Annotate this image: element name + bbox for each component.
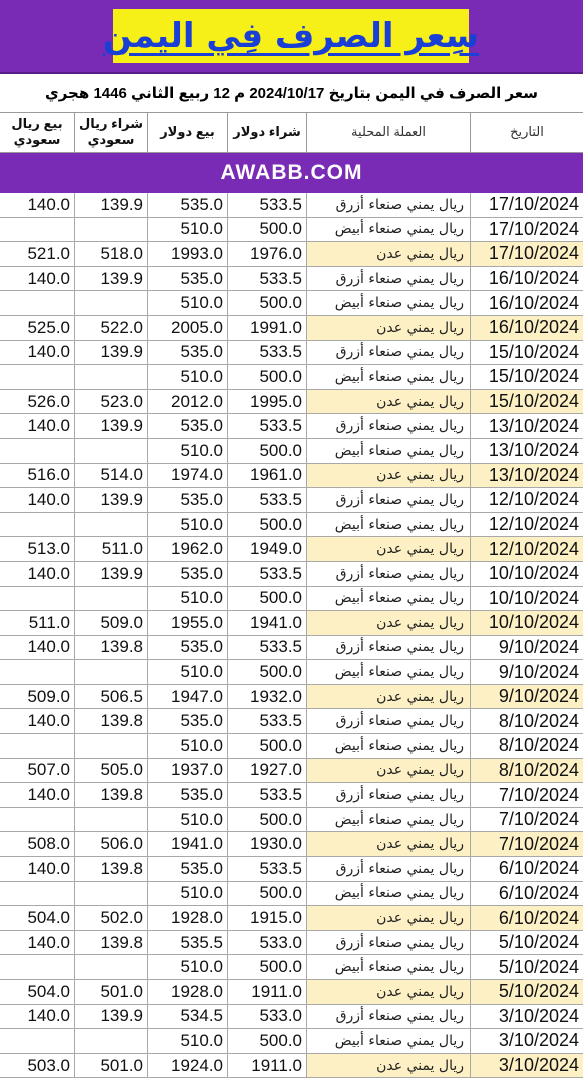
- header-sar-buy: شراء ريال سعودي: [75, 112, 148, 152]
- cell-usd-sell: 510.0: [148, 513, 228, 537]
- cell-sar-sell: [0, 808, 75, 832]
- table-row: [0, 611, 583, 636]
- cell-currency: ريال يمني عدن: [307, 685, 471, 709]
- cell-date: 10/10/2024: [471, 611, 583, 635]
- cell-date: 16/10/2024: [488, 292, 579, 313]
- cell-currency: ريال يمني صنعاء أزرق: [307, 857, 471, 881]
- table-row: [0, 488, 583, 513]
- cell-date: 5/10/2024: [471, 980, 583, 1004]
- cell-usd-sell: 535.0: [148, 857, 228, 881]
- cell-sar-sell: [0, 1029, 75, 1053]
- cell-currency: ريال يمني صنعاء أبيض: [307, 218, 471, 242]
- cell-sar-sell: [0, 734, 75, 758]
- cell-sar-buy: 139.9: [75, 193, 148, 217]
- cell-sar-buy: 139.9: [75, 267, 148, 291]
- cell-currency: ريال يمني صنعاء أبيض: [307, 1029, 471, 1053]
- table-row: [0, 685, 583, 710]
- cell-usd-sell: 1993.0: [148, 242, 228, 266]
- cell-sar-sell: 503.0: [0, 1054, 75, 1078]
- cell-currency: ريال يمني صنعاء أزرق: [307, 783, 471, 807]
- cell-date: 12/10/2024: [488, 514, 579, 535]
- cell-date: 13/10/2024: [488, 415, 579, 436]
- cell-usd-buy: 500.0: [228, 291, 307, 315]
- cell-date: 16/10/2024: [488, 268, 579, 289]
- cell-usd-sell: 534.5: [148, 1005, 228, 1029]
- cell-usd-sell: 535.0: [148, 783, 228, 807]
- cell-date: 12/10/2024: [488, 489, 579, 510]
- cell-sar-buy: [75, 1029, 148, 1053]
- cell-usd-buy: 500.0: [228, 734, 307, 758]
- cell-usd-buy: 1949.0: [228, 537, 307, 561]
- cell-sar-sell: [0, 660, 75, 684]
- table-row: [0, 439, 583, 464]
- cell-usd-buy: 533.5: [228, 341, 307, 365]
- cell-date: 3/10/2024: [498, 1030, 579, 1051]
- table-row: [0, 537, 583, 562]
- cell-date: 8/10/2024: [498, 710, 579, 731]
- cell-usd-sell: 535.0: [148, 709, 228, 733]
- header-date: التاريخ: [510, 124, 544, 139]
- table-row: [0, 1029, 583, 1054]
- cell-usd-sell: 510.0: [148, 365, 228, 389]
- cell-sar-sell: 504.0: [0, 906, 75, 930]
- cell-currency: ريال يمني صنعاء أبيض: [307, 882, 471, 906]
- cell-sar-sell: 508.0: [0, 832, 75, 856]
- cell-sar-sell: 140.0: [0, 931, 75, 955]
- cell-usd-sell: 1937.0: [148, 759, 228, 783]
- cell-usd-buy: 533.0: [228, 931, 307, 955]
- cell-usd-buy: 533.5: [228, 857, 307, 881]
- cell-sar-buy: 514.0: [75, 464, 148, 488]
- cell-usd-sell: 535.0: [148, 193, 228, 217]
- cell-usd-sell: 535.0: [148, 636, 228, 660]
- cell-usd-sell: 510.0: [148, 1029, 228, 1053]
- cell-usd-buy: 500.0: [228, 513, 307, 537]
- cell-usd-buy: 500.0: [228, 808, 307, 832]
- table-row: [0, 980, 583, 1005]
- cell-sar-buy: [75, 513, 148, 537]
- cell-sar-buy: [75, 808, 148, 832]
- cell-date: 17/10/2024: [488, 194, 579, 215]
- cell-currency: ريال يمني عدن: [307, 1054, 471, 1078]
- cell-sar-buy: [75, 955, 148, 979]
- cell-sar-buy: 506.0: [75, 832, 148, 856]
- cell-sar-sell: 140.0: [0, 1005, 75, 1029]
- cell-sar-buy: [75, 587, 148, 611]
- table-body: [0, 193, 583, 1078]
- cell-usd-sell: 535.0: [148, 341, 228, 365]
- table-row: [0, 193, 583, 218]
- table-row: [0, 636, 583, 661]
- cell-currency: ريال يمني صنعاء أزرق: [307, 562, 471, 586]
- cell-sar-buy: 522.0: [75, 316, 148, 340]
- cell-date: 13/10/2024: [471, 464, 583, 488]
- cell-usd-sell: 535.0: [148, 488, 228, 512]
- cell-usd-sell: 510.0: [148, 587, 228, 611]
- cell-sar-buy: 139.9: [75, 341, 148, 365]
- cell-currency: ريال يمني عدن: [307, 759, 471, 783]
- cell-usd-sell: 535.5: [148, 931, 228, 955]
- cell-sar-buy: 505.0: [75, 759, 148, 783]
- cell-sar-buy: [75, 439, 148, 463]
- table-row: [0, 414, 583, 439]
- cell-sar-buy: 139.9: [75, 562, 148, 586]
- table-row: [0, 783, 583, 808]
- table-row: [0, 390, 583, 415]
- cell-sar-buy: 518.0: [75, 242, 148, 266]
- table-row: [0, 709, 583, 734]
- cell-usd-buy: 500.0: [228, 218, 307, 242]
- cell-sar-buy: 139.8: [75, 857, 148, 881]
- table-row: [0, 660, 583, 685]
- cell-sar-sell: 140.0: [0, 341, 75, 365]
- cell-currency: ريال يمني صنعاء أبيض: [307, 808, 471, 832]
- table-row: [0, 242, 583, 267]
- cell-date: 5/10/2024: [498, 956, 579, 977]
- cell-usd-sell: 1962.0: [148, 537, 228, 561]
- cell-usd-buy: 500.0: [228, 1029, 307, 1053]
- cell-date: 17/10/2024: [488, 218, 579, 239]
- cell-usd-sell: 510.0: [148, 291, 228, 315]
- cell-date: 16/10/2024: [471, 316, 583, 340]
- cell-usd-buy: 1976.0: [228, 242, 307, 266]
- cell-sar-sell: [0, 218, 75, 242]
- cell-sar-buy: [75, 365, 148, 389]
- cell-usd-buy: 1941.0: [228, 611, 307, 635]
- cell-sar-sell: 140.0: [0, 783, 75, 807]
- cell-currency: ريال يمني صنعاء أزرق: [307, 341, 471, 365]
- cell-date: 10/10/2024: [488, 563, 579, 584]
- cell-sar-sell: [0, 439, 75, 463]
- cell-sar-sell: [0, 587, 75, 611]
- cell-sar-buy: 506.5: [75, 685, 148, 709]
- table-row: [0, 734, 583, 759]
- cell-date: 8/10/2024: [471, 759, 583, 783]
- cell-sar-sell: 513.0: [0, 537, 75, 561]
- cell-usd-buy: 533.5: [228, 562, 307, 586]
- cell-sar-sell: [0, 513, 75, 537]
- cell-usd-sell: 1928.0: [148, 906, 228, 930]
- cell-currency: ريال يمني عدن: [307, 906, 471, 930]
- cell-usd-sell: 510.0: [148, 955, 228, 979]
- title-banner: [0, 0, 583, 74]
- cell-usd-buy: 1930.0: [228, 832, 307, 856]
- cell-usd-buy: 1911.0: [228, 1054, 307, 1078]
- cell-sar-sell: 140.0: [0, 414, 75, 438]
- cell-sar-sell: 140.0: [0, 709, 75, 733]
- cell-currency: ريال يمني صنعاء أبيض: [307, 291, 471, 315]
- cell-sar-sell: 525.0: [0, 316, 75, 340]
- cell-usd-sell: 535.0: [148, 414, 228, 438]
- cell-currency: ريال يمني صنعاء أزرق: [307, 488, 471, 512]
- cell-sar-buy: 139.8: [75, 931, 148, 955]
- cell-currency: ريال يمني عدن: [307, 390, 471, 414]
- cell-sar-buy: [75, 734, 148, 758]
- cell-sar-buy: 501.0: [75, 980, 148, 1004]
- cell-sar-sell: 140.0: [0, 267, 75, 291]
- cell-sar-buy: 139.9: [75, 1005, 148, 1029]
- cell-sar-sell: [0, 955, 75, 979]
- table-row: [0, 316, 583, 341]
- cell-sar-sell: 526.0: [0, 390, 75, 414]
- cell-currency: ريال يمني عدن: [307, 464, 471, 488]
- table-row: [0, 341, 583, 366]
- cell-usd-buy: 1915.0: [228, 906, 307, 930]
- table-row: [0, 218, 583, 243]
- cell-currency: ريال يمني صنعاء أبيض: [307, 513, 471, 537]
- cell-usd-buy: 500.0: [228, 660, 307, 684]
- cell-sar-buy: 523.0: [75, 390, 148, 414]
- cell-usd-buy: 1991.0: [228, 316, 307, 340]
- cell-sar-sell: 509.0: [0, 685, 75, 709]
- table-row: [0, 931, 583, 956]
- table-row: [0, 808, 583, 833]
- cell-date: 3/10/2024: [471, 1054, 583, 1078]
- table-row: [0, 955, 583, 980]
- cell-usd-buy: 533.5: [228, 636, 307, 660]
- cell-date: 6/10/2024: [498, 858, 579, 879]
- header-currency: العملة المحلية: [307, 112, 471, 152]
- title-box: [102, 9, 480, 63]
- cell-usd-buy: 500.0: [228, 955, 307, 979]
- cell-sar-buy: [75, 218, 148, 242]
- cell-usd-sell: 510.0: [148, 439, 228, 463]
- cell-sar-sell: [0, 291, 75, 315]
- cell-sar-buy: [75, 882, 148, 906]
- table-row: [0, 464, 583, 489]
- cell-currency: ريال يمني عدن: [307, 832, 471, 856]
- cell-date: 7/10/2024: [471, 832, 583, 856]
- cell-date: 15/10/2024: [471, 390, 583, 414]
- cell-sar-sell: 140.0: [0, 636, 75, 660]
- cell-usd-sell: 2012.0: [148, 390, 228, 414]
- cell-sar-buy: 509.0: [75, 611, 148, 635]
- header-usd-buy: شراء دولار: [228, 112, 307, 152]
- cell-usd-buy: 533.5: [228, 267, 307, 291]
- cell-usd-buy: 533.5: [228, 783, 307, 807]
- cell-sar-sell: 507.0: [0, 759, 75, 783]
- table-row: [0, 882, 583, 907]
- cell-usd-sell: 2005.0: [148, 316, 228, 340]
- cell-date: 10/10/2024: [488, 587, 579, 608]
- cell-sar-buy: [75, 660, 148, 684]
- cell-currency: ريال يمني عدن: [307, 537, 471, 561]
- cell-date: 15/10/2024: [488, 341, 579, 362]
- cell-date: 6/10/2024: [471, 906, 583, 930]
- cell-usd-sell: 1928.0: [148, 980, 228, 1004]
- header-sar-sell: بيع ريال سعودي: [0, 112, 75, 152]
- table-row: [0, 587, 583, 612]
- cell-currency: ريال يمني صنعاء أزرق: [307, 414, 471, 438]
- cell-usd-sell: 1924.0: [148, 1054, 228, 1078]
- cell-sar-sell: [0, 365, 75, 389]
- cell-date: 6/10/2024: [498, 882, 579, 903]
- cell-date: 3/10/2024: [498, 1005, 579, 1026]
- cell-currency: ريال يمني عدن: [307, 611, 471, 635]
- cell-currency: ريال يمني صنعاء أزرق: [307, 267, 471, 291]
- cell-date: 9/10/2024: [471, 685, 583, 709]
- cell-currency: ريال يمني عدن: [307, 242, 471, 266]
- table-row: [0, 513, 583, 538]
- cell-sar-sell: 140.0: [0, 562, 75, 586]
- cell-date: 12/10/2024: [471, 537, 583, 561]
- cell-usd-buy: 500.0: [228, 587, 307, 611]
- table-row: [0, 832, 583, 857]
- cell-sar-sell: 140.0: [0, 488, 75, 512]
- cell-sar-sell: 511.0: [0, 611, 75, 635]
- cell-sar-buy: 139.9: [75, 414, 148, 438]
- cell-usd-sell: 510.0: [148, 660, 228, 684]
- table-header: [0, 112, 583, 153]
- cell-sar-buy: 502.0: [75, 906, 148, 930]
- cell-currency: ريال يمني صنعاء أبيض: [307, 660, 471, 684]
- table-row: [0, 267, 583, 292]
- table-row: [0, 1005, 583, 1030]
- cell-usd-buy: 533.5: [228, 193, 307, 217]
- cell-currency: ريال يمني صنعاء أبيض: [307, 955, 471, 979]
- cell-date: 17/10/2024: [471, 242, 583, 266]
- cell-date: 15/10/2024: [488, 366, 579, 387]
- cell-usd-buy: 533.5: [228, 488, 307, 512]
- cell-usd-sell: 535.0: [148, 267, 228, 291]
- cell-date: 8/10/2024: [498, 735, 579, 756]
- cell-usd-buy: 1927.0: [228, 759, 307, 783]
- cell-currency: ريال يمني عدن: [307, 316, 471, 340]
- page-subtitle: سعر الصرف في اليمن بتاريخ 2024/10/17 م 12 ربيع الثاني 1446 هجري: [0, 74, 583, 113]
- cell-currency: ريال يمني عدن: [307, 980, 471, 1004]
- cell-usd-buy: 1932.0: [228, 685, 307, 709]
- cell-currency: ريال يمني صنعاء أزرق: [307, 709, 471, 733]
- cell-currency: ريال يمني صنعاء أزرق: [307, 193, 471, 217]
- header-usd-sell: بيع دولار: [148, 112, 228, 152]
- cell-usd-buy: 500.0: [228, 365, 307, 389]
- cell-sar-sell: 140.0: [0, 193, 75, 217]
- cell-usd-buy: 1995.0: [228, 390, 307, 414]
- page-title: سِعر الصرف فِي اليمن: [102, 16, 480, 56]
- cell-sar-sell: 521.0: [0, 242, 75, 266]
- cell-currency: ريال يمني صنعاء أبيض: [307, 439, 471, 463]
- cell-date: 7/10/2024: [498, 784, 579, 805]
- cell-usd-sell: 1974.0: [148, 464, 228, 488]
- cell-usd-sell: 510.0: [148, 734, 228, 758]
- cell-currency: ريال يمني صنعاء أزرق: [307, 931, 471, 955]
- cell-date: 5/10/2024: [498, 932, 579, 953]
- cell-usd-sell: 510.0: [148, 808, 228, 832]
- cell-usd-sell: 510.0: [148, 882, 228, 906]
- cell-sar-buy: 139.8: [75, 636, 148, 660]
- cell-currency: ريال يمني صنعاء أزرق: [307, 1005, 471, 1029]
- cell-sar-sell: [0, 882, 75, 906]
- table-row: [0, 291, 583, 316]
- cell-date: 9/10/2024: [498, 636, 579, 657]
- cell-usd-buy: 500.0: [228, 882, 307, 906]
- table-row: [0, 1054, 583, 1079]
- cell-usd-sell: 510.0: [148, 218, 228, 242]
- cell-sar-sell: 504.0: [0, 980, 75, 1004]
- cell-date: 13/10/2024: [488, 440, 579, 461]
- cell-usd-sell: 1941.0: [148, 832, 228, 856]
- cell-currency: ريال يمني صنعاء أزرق: [307, 636, 471, 660]
- cell-sar-buy: 139.8: [75, 709, 148, 733]
- table-row: [0, 857, 583, 882]
- cell-usd-buy: 533.5: [228, 414, 307, 438]
- brand-banner: AWABB.COM: [0, 153, 583, 193]
- cell-usd-sell: 1947.0: [148, 685, 228, 709]
- cell-sar-buy: 511.0: [75, 537, 148, 561]
- cell-sar-buy: 501.0: [75, 1054, 148, 1078]
- cell-date: 9/10/2024: [498, 661, 579, 682]
- table-row: [0, 759, 583, 784]
- cell-sar-sell: 516.0: [0, 464, 75, 488]
- cell-usd-sell: 1955.0: [148, 611, 228, 635]
- cell-usd-sell: 535.0: [148, 562, 228, 586]
- cell-usd-buy: 1911.0: [228, 980, 307, 1004]
- cell-currency: ريال يمني صنعاء أبيض: [307, 365, 471, 389]
- cell-sar-buy: 139.9: [75, 488, 148, 512]
- cell-usd-buy: 533.0: [228, 1005, 307, 1029]
- cell-usd-buy: 533.5: [228, 709, 307, 733]
- table-row: [0, 365, 583, 390]
- table-row: [0, 562, 583, 587]
- cell-currency: ريال يمني صنعاء أبيض: [307, 587, 471, 611]
- cell-usd-buy: 500.0: [228, 439, 307, 463]
- cell-sar-sell: 140.0: [0, 857, 75, 881]
- cell-date: 7/10/2024: [498, 809, 579, 830]
- cell-currency: ريال يمني صنعاء أبيض: [307, 734, 471, 758]
- table-row: [0, 906, 583, 931]
- cell-sar-buy: [75, 291, 148, 315]
- cell-sar-buy: 139.8: [75, 783, 148, 807]
- cell-usd-buy: 1961.0: [228, 464, 307, 488]
